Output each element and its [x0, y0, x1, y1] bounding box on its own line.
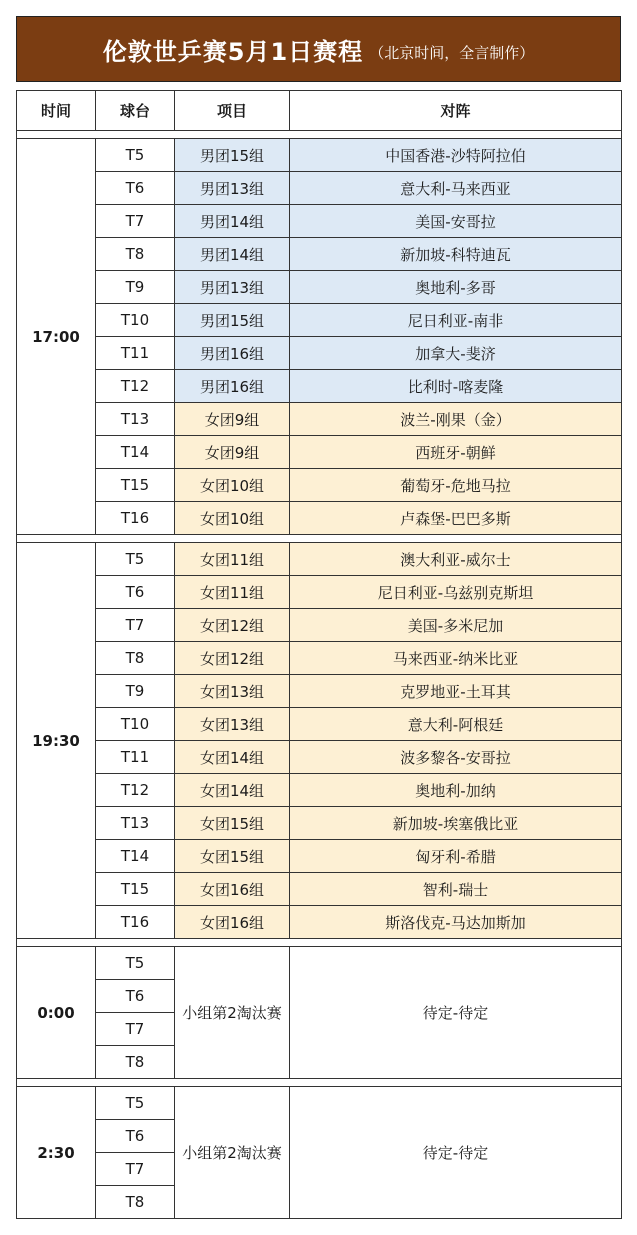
session-gap — [17, 535, 622, 543]
table-row — [17, 238, 622, 271]
table-row — [17, 436, 622, 469]
table-row — [17, 543, 622, 576]
table-row — [17, 609, 622, 642]
event-group: 男团15组 — [175, 304, 290, 337]
table-number: T8 — [96, 1046, 175, 1079]
table-row — [17, 370, 622, 403]
session-gap — [17, 1079, 622, 1087]
matchup: 新加坡-埃塞俄比亚 — [290, 807, 622, 840]
table-row — [17, 1087, 622, 1120]
event-group: 女团14组 — [175, 741, 290, 774]
table-number: T10 — [96, 708, 175, 741]
event-group: 男团13组 — [175, 271, 290, 304]
table-number: T9 — [96, 675, 175, 708]
table-row — [17, 675, 622, 708]
table-row — [17, 947, 622, 980]
table-row — [17, 304, 622, 337]
event-group: 小组第2淘汰赛 — [175, 947, 290, 1079]
table-number: T9 — [96, 271, 175, 304]
event-group: 男团15组 — [175, 139, 290, 172]
matchup: 波多黎各-安哥拉 — [290, 741, 622, 774]
table-number: T5 — [96, 543, 175, 576]
matchup: 克罗地亚-土耳其 — [290, 675, 622, 708]
event-group: 女团10组 — [175, 502, 290, 535]
header-event: 项目 — [175, 91, 290, 131]
event-group: 女团13组 — [175, 708, 290, 741]
header-table: 球台 — [96, 91, 175, 131]
matchup: 葡萄牙-危地马拉 — [290, 469, 622, 502]
event-group: 女团11组 — [175, 543, 290, 576]
table-number: T13 — [96, 403, 175, 436]
table-number: T16 — [96, 502, 175, 535]
event-group: 女团11组 — [175, 576, 290, 609]
table-number: T6 — [96, 980, 175, 1013]
matchup: 新加坡-科特迪瓦 — [290, 238, 622, 271]
event-group: 女团15组 — [175, 840, 290, 873]
matchup: 澳大利亚-威尔士 — [290, 543, 622, 576]
matchup: 美国-多米尼加 — [290, 609, 622, 642]
table-row — [17, 403, 622, 436]
table-number: T15 — [96, 469, 175, 502]
matchup: 意大利-阿根廷 — [290, 708, 622, 741]
table-number: T7 — [96, 1013, 175, 1046]
matchup: 加拿大-斐济 — [290, 337, 622, 370]
header-time: 时间 — [17, 91, 96, 131]
schedule-body — [17, 131, 622, 1219]
event-group: 男团16组 — [175, 370, 290, 403]
event-group: 女团12组 — [175, 642, 290, 675]
table-row — [17, 873, 622, 906]
event-group: 女团9组 — [175, 403, 290, 436]
event-group: 女团12组 — [175, 609, 290, 642]
table-number: T10 — [96, 304, 175, 337]
table-number: T14 — [96, 840, 175, 873]
table-row — [17, 774, 622, 807]
header-matchup: 对阵 — [290, 91, 622, 131]
table-number: T13 — [96, 807, 175, 840]
session-gap — [17, 939, 622, 947]
event-group: 男团14组 — [175, 205, 290, 238]
schedule-subtitle: （北京时间，全言制作） — [369, 43, 535, 62]
table-row — [17, 469, 622, 502]
event-group: 女团14组 — [175, 774, 290, 807]
matchup: 比利时-喀麦隆 — [290, 370, 622, 403]
table-row — [17, 576, 622, 609]
matchup: 匈牙利-希腊 — [290, 840, 622, 873]
table-row — [17, 741, 622, 774]
table-number: T12 — [96, 370, 175, 403]
header-row — [17, 91, 622, 131]
table-row — [17, 271, 622, 304]
session-time: 17:00 — [17, 139, 96, 535]
matchup: 奥地利-多哥 — [290, 271, 622, 304]
table-number: T8 — [96, 1186, 175, 1219]
table-number: T6 — [96, 172, 175, 205]
table-number: T6 — [96, 576, 175, 609]
schedule-title-bar — [16, 16, 621, 82]
matchup: 待定-待定 — [290, 947, 622, 1079]
table-number: T11 — [96, 741, 175, 774]
matchup: 待定-待定 — [290, 1087, 622, 1219]
table-number: T8 — [96, 238, 175, 271]
table-row — [17, 337, 622, 370]
matchup: 斯洛伐克-马达加斯加 — [290, 906, 622, 939]
matchup: 智利-瑞士 — [290, 873, 622, 906]
table-row — [17, 205, 622, 238]
event-group: 女团10组 — [175, 469, 290, 502]
table-number: T6 — [96, 1120, 175, 1153]
table-number: T8 — [96, 642, 175, 675]
matchup: 中国香港-沙特阿拉伯 — [290, 139, 622, 172]
table-number: T14 — [96, 436, 175, 469]
table-number: T5 — [96, 947, 175, 980]
table-number: T5 — [96, 1087, 175, 1120]
table-number: T7 — [96, 609, 175, 642]
table-row — [17, 807, 622, 840]
matchup: 尼日利亚-乌兹别克斯坦 — [290, 576, 622, 609]
schedule-sheet — [16, 16, 621, 1219]
schedule-title: 伦敦世乒赛5月1日赛程 — [102, 37, 364, 66]
table-row — [17, 906, 622, 939]
session-gap — [17, 131, 622, 139]
event-group: 小组第2淘汰赛 — [175, 1087, 290, 1219]
matchup: 西班牙-朝鲜 — [290, 436, 622, 469]
matchup: 尼日利亚-南非 — [290, 304, 622, 337]
table-row — [17, 840, 622, 873]
table-row — [17, 139, 622, 172]
matchup: 马来西亚-纳米比亚 — [290, 642, 622, 675]
matchup: 意大利-马来西亚 — [290, 172, 622, 205]
session-time: 19:30 — [17, 543, 96, 939]
event-group: 男团16组 — [175, 337, 290, 370]
event-group: 女团9组 — [175, 436, 290, 469]
table-number: T15 — [96, 873, 175, 906]
session-time: 2:30 — [17, 1087, 96, 1219]
table-row — [17, 642, 622, 675]
matchup: 奥地利-加纳 — [290, 774, 622, 807]
table-row — [17, 172, 622, 205]
matchup: 卢森堡-巴巴多斯 — [290, 502, 622, 535]
table-number: T7 — [96, 205, 175, 238]
table-number: T12 — [96, 774, 175, 807]
matchup: 波兰-刚果（金） — [290, 403, 622, 436]
table-number: T5 — [96, 139, 175, 172]
event-group: 男团14组 — [175, 238, 290, 271]
table-number: T11 — [96, 337, 175, 370]
event-group: 女团16组 — [175, 873, 290, 906]
event-group: 女团15组 — [175, 807, 290, 840]
table-row — [17, 502, 622, 535]
table-number: T16 — [96, 906, 175, 939]
event-group: 女团13组 — [175, 675, 290, 708]
session-time: 0:00 — [17, 947, 96, 1079]
event-group: 男团13组 — [175, 172, 290, 205]
matchup: 美国-安哥拉 — [290, 205, 622, 238]
table-row — [17, 708, 622, 741]
event-group: 女团16组 — [175, 906, 290, 939]
table-number: T7 — [96, 1153, 175, 1186]
schedule-table — [16, 90, 622, 1219]
